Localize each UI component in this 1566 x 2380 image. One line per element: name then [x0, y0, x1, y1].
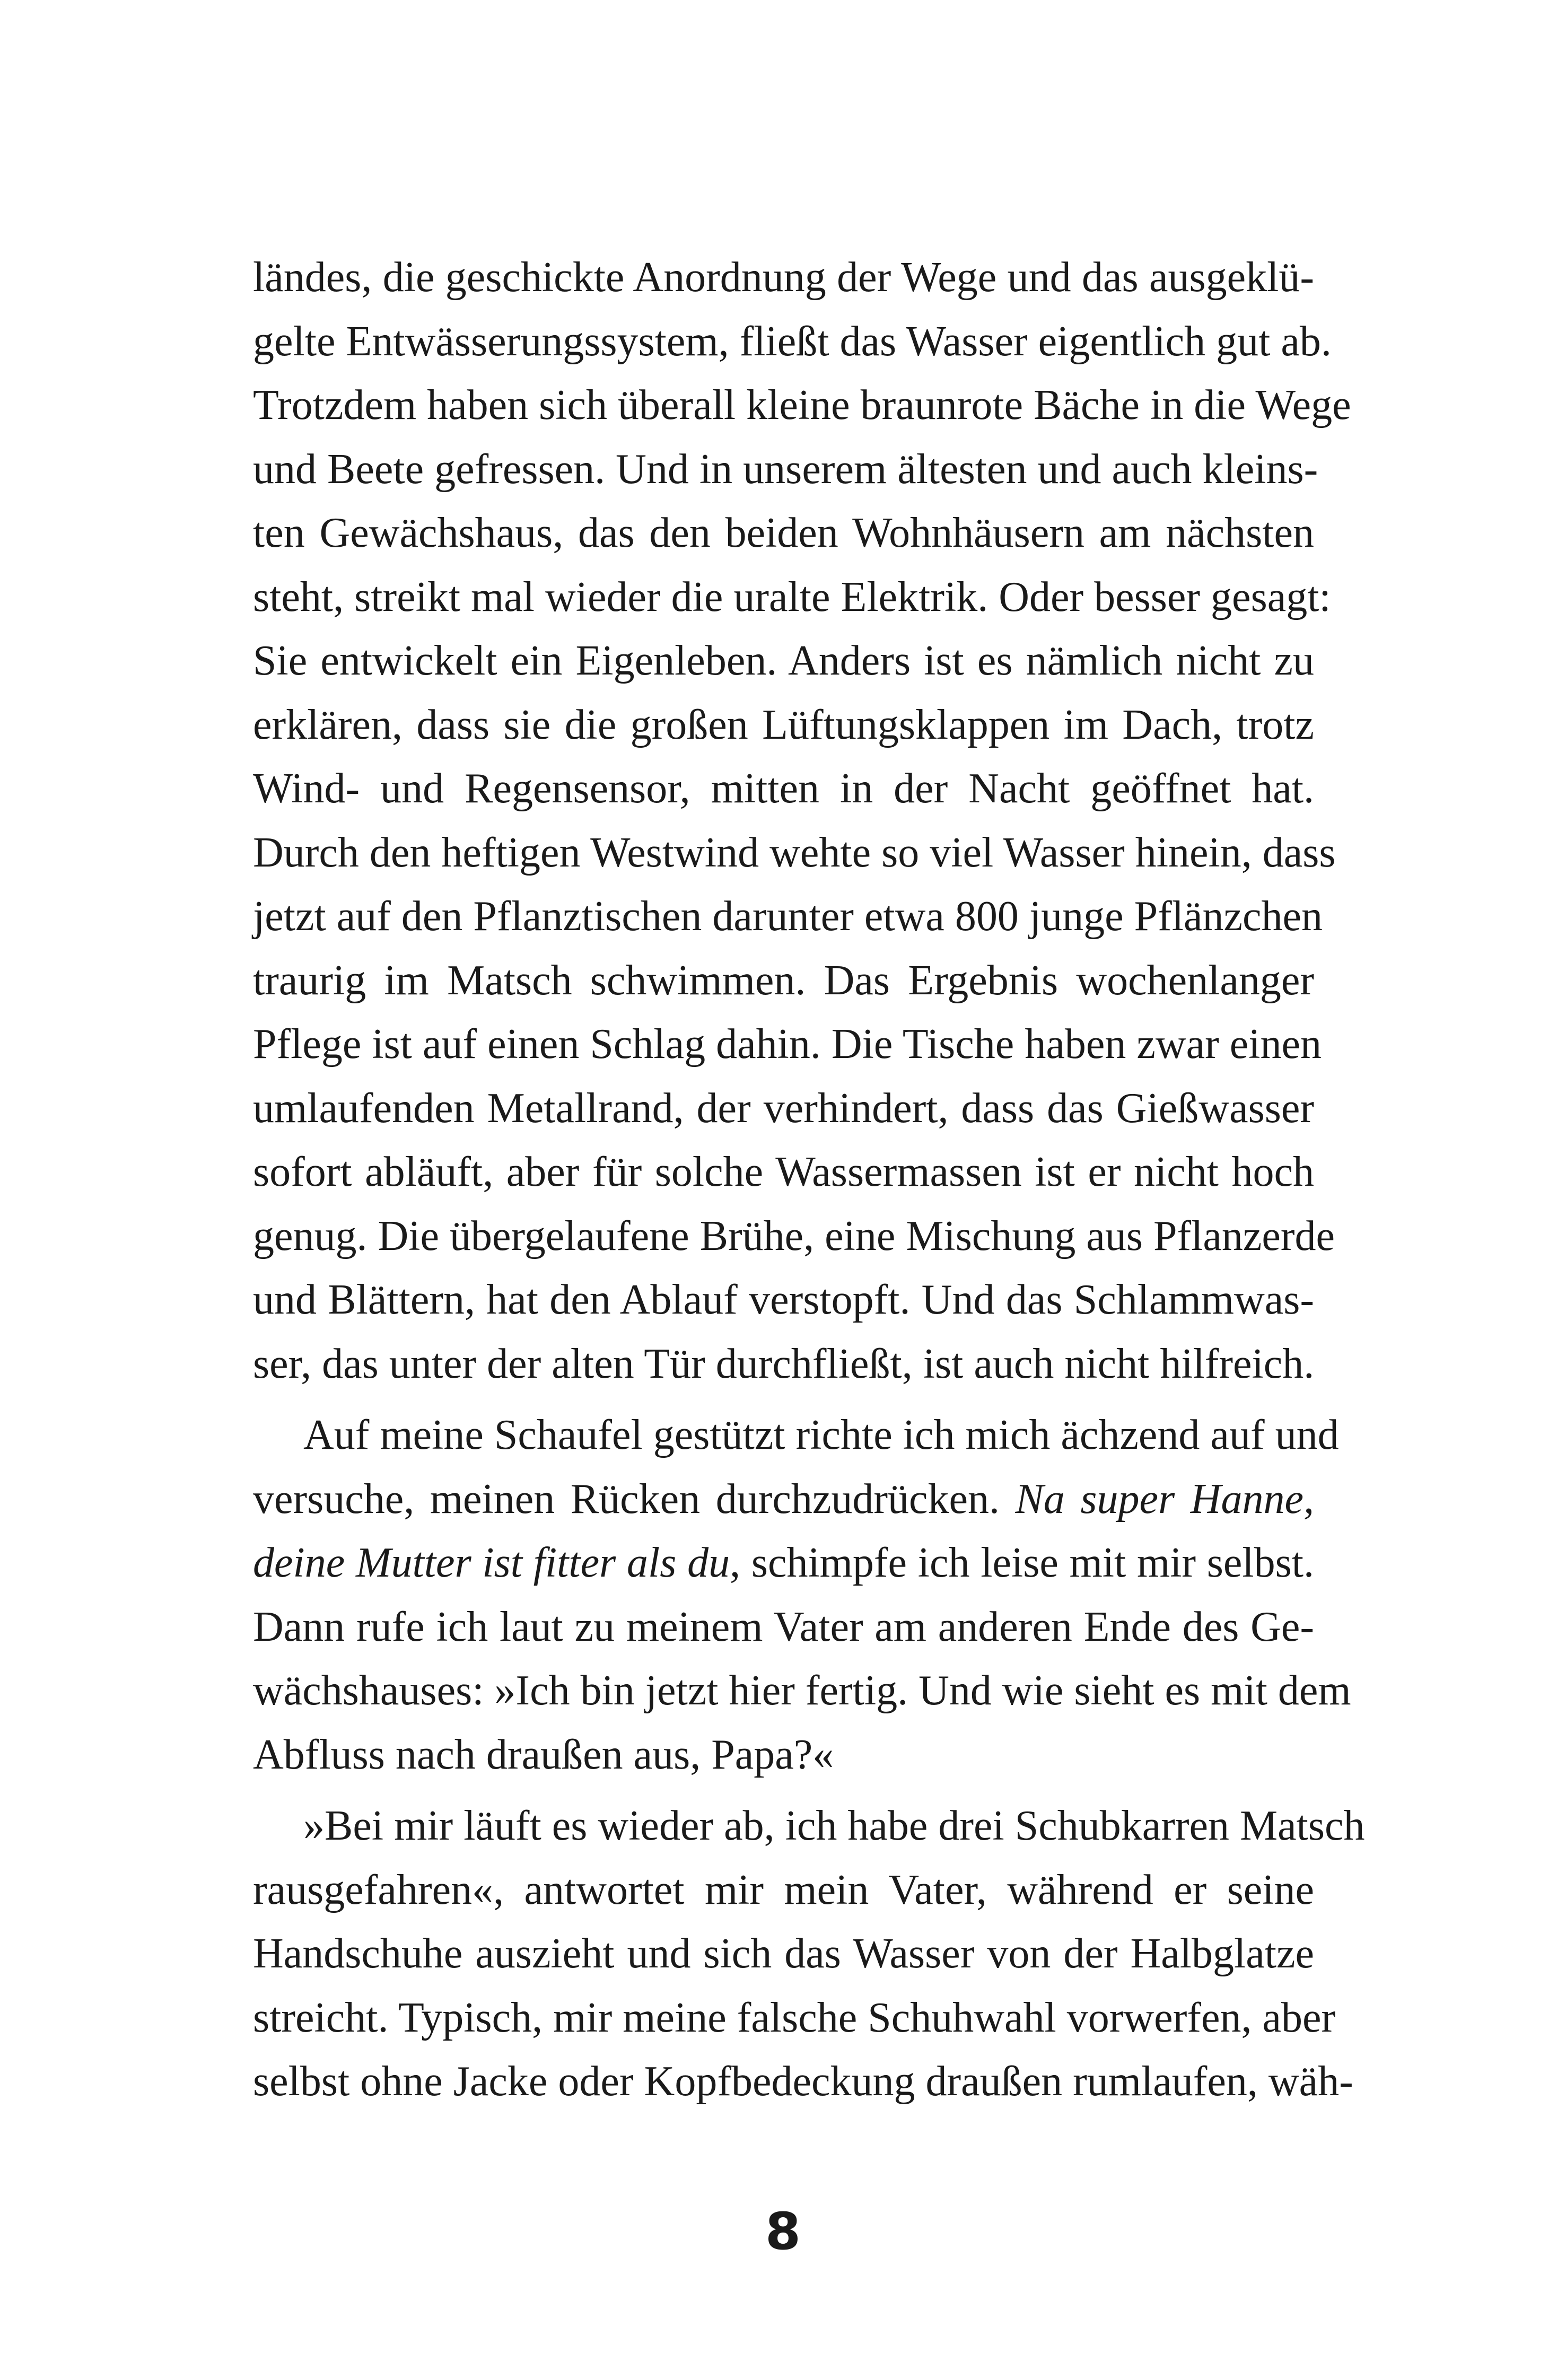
text-line: und Beete gefressen. Und in unserem ältesten und auch kleins-: [253, 445, 1318, 493]
text-line: erklären, dass sie die großen Lüftungsklappen im Dach, trotz: [253, 701, 1314, 748]
text-line: wächshauses: »Ich bin jetzt hier fertig. Und wie sieht es mit dem: [253, 1667, 1351, 1714]
text-line: Handschuhe auszieht und sich das Wasser von der Halbglatze: [253, 1930, 1314, 1977]
text-line: selbst ohne Jacke oder Kopfbedeckung draußen rumlaufen, wäh-: [253, 2058, 1353, 2105]
italic-thought: deine Mutter ist fitter als du: [253, 1539, 730, 1586]
text-line: genug. Die übergelaufene Brühe, eine Mischung aus Pflanzerde: [253, 1212, 1335, 1259]
text-line: sofort abläuft, aber für solche Wassermassen ist er nicht hoch: [253, 1149, 1314, 1195]
text-line: steht, streikt mal wieder die uralte Elektrik. Oder besser gesagt:: [253, 573, 1331, 620]
text-line: ser, das unter der alten Tür durchfließt, ist auch nicht hilfreich.: [253, 1340, 1315, 1387]
text-segment: , schimpfe ich leise mit mir selbst.: [730, 1539, 1315, 1586]
italic-thought: Na super Hanne,: [1015, 1475, 1315, 1522]
text-line: Dann rufe ich laut zu meinem Vater am anderen Ende des Ge-: [253, 1603, 1314, 1650]
text-segment: versuche, meinen Rücken durchzudrücken.: [253, 1475, 1016, 1522]
text-line: Pflege ist auf einen Schlag dahin. Die Tische haben zwar einen: [253, 1021, 1322, 1068]
paragraph-1: [253, 246, 1351, 1396]
text-line: [253, 1467, 1314, 1532]
text-line: Auf meine Schaufel gestützt richte ich mich ächzend auf und: [303, 1412, 1339, 1458]
text-line: und Blättern, hat den Ablauf verstopft. Und das Schlammwas-: [253, 1276, 1314, 1323]
text-line: gelte Entwässerungssystem, fließt das Wasser eigentlich gut ab.: [253, 318, 1332, 365]
text-line: Wind- und Regensensor, mitten in der Nacht geöffnet hat.: [253, 765, 1314, 812]
page-number: 8: [765, 2202, 801, 2261]
text-line: [253, 1531, 1314, 1595]
paragraph-3: [253, 1794, 1365, 2114]
text-line: ländes, die geschickte Anordnung der Wege und das ausgeklü-: [253, 254, 1314, 301]
text-line: »Bei mir läuft es wieder ab, ich habe drei Schubkarren Matsch: [303, 1802, 1365, 1849]
body-text: [253, 246, 1365, 2114]
text-line: streicht. Typisch, mir meine falsche Schuhwahl vorwerfen, aber: [253, 1994, 1336, 2041]
text-line: traurig im Matsch schwimmen. Das Ergebnis wochenlanger: [253, 957, 1314, 1004]
text-line: Abfluss nach draußen aus, Papa?«: [253, 1731, 834, 1778]
text-line: ten Gewächshaus, das den beiden Wohnhäusern am nächsten: [253, 510, 1314, 556]
text-line: umlaufenden Metallrand, der verhindert, dass das Gießwasser: [253, 1084, 1314, 1132]
paragraph-2: [253, 1403, 1351, 1787]
text-line: jetzt auf den Pflanztischen darunter etwa 800 junge Pflänzchen: [253, 893, 1323, 940]
text-line: Durch den heftigen Westwind wehte so viel Wasser hinein, dass: [253, 829, 1336, 876]
text-line: Trotzdem haben sich überall kleine braunrote Bäche in die Wege: [253, 382, 1351, 428]
text-line: rausgefahren«, antwortet mir mein Vater, während er seine: [253, 1866, 1314, 1913]
text-line: Sie entwickelt ein Eigenleben. Anders ist es nämlich nicht zu: [253, 637, 1314, 684]
